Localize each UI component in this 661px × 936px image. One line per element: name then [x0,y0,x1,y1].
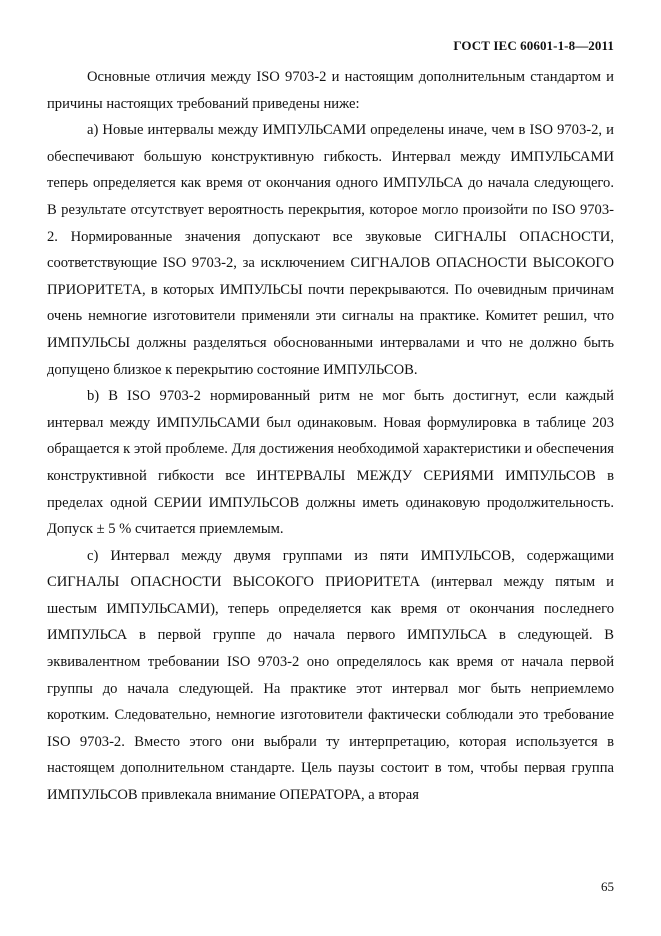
document-body [47,64,614,809]
paragraph-b: b) В ISO 9703-2 нормированный ритм не мог быть достигнут, если каждый интервал между ИМПУЛЬСАМИ был одинаковым. Новая формулировка в таблице 203 обращается к этой проблеме. Для достижения необходимой характеристики и обеспечения конструктивной гибкости все ИНТЕРВАЛЫ МЕЖДУ СЕРИЯМИ ИМПУЛЬСОВ в пределах одной СЕРИИ ИМПУЛЬСОВ должны иметь одинаковую продолжительность. Допуск ± 5 % считается приемлемым. [47,388,614,538]
paragraph-a: a) Новые интервалы между ИМПУЛЬСАМИ определены иначе, чем в ISO 9703-2, и обеспечивают большую конструктивную гибкость. Интервал между ИМПУЛЬСАМИ теперь определяется как время от окончания одного ИМПУЛЬСА до начала следующего. В результате отсутствует вероятность перекрытия, которое могло произойти по ISO 9703-2. Нормированные значения допускают все звуковые СИГНАЛЫ ОПАСНОСТИ, соответствующие ISO 9703-2, за исключением СИГНАЛОВ ОПАСНОСТИ ВЫСОКОГО ПРИОРИТЕТА, в которых ИМПУЛЬСЫ почти перекрываются. По очевидным причинам очень немногие изготовители применяли эти сигналы на практике. Комитет решил, что ИМПУЛЬСЫ должны разделяться обоснованными интервалами и что не должно быть допущено близкое к перекрытию состояние ИМПУЛЬСОВ. [47,122,614,378]
document-header: ГОСТ IEC 60601-1-8—2011 [453,38,614,53]
paragraph-c: c) Интервал между двумя группами из пяти ИМПУЛЬСОВ, содержащими СИГНАЛЫ ОПАСНОСТИ ВЫСОКОГО ПРИОРИТЕТА (интервал между пятым и шестым ИМПУЛЬСАМИ), теперь определяется как время от окончания последнего ИМПУЛЬСА в первой группе до начала первого ИМПУЛЬСА в следующей. В эквивалентном требовании ISO 9703-2 оно определялось как время от начала первой группы до начала следующей. На практике этот интервал мог быть неприемлемо коротким. Следовательно, немногие изготовители фактически соблюдали это требование ISO 9703-2. Вместо этого они выбрали ту интерпретацию, которая используется в настоящем дополнительном стандарте. Цель паузы состоит в том, чтобы первая группа ИМПУЛЬСОВ привлекала внимание ОПЕРАТОРА, а вторая [47,547,614,804]
page-number: 65 [601,879,614,894]
paragraph-intro: Основные отличия между ISO 9703-2 и настоящим дополнительным стандартом и причины настоящих требований приведены ниже: [47,69,614,112]
